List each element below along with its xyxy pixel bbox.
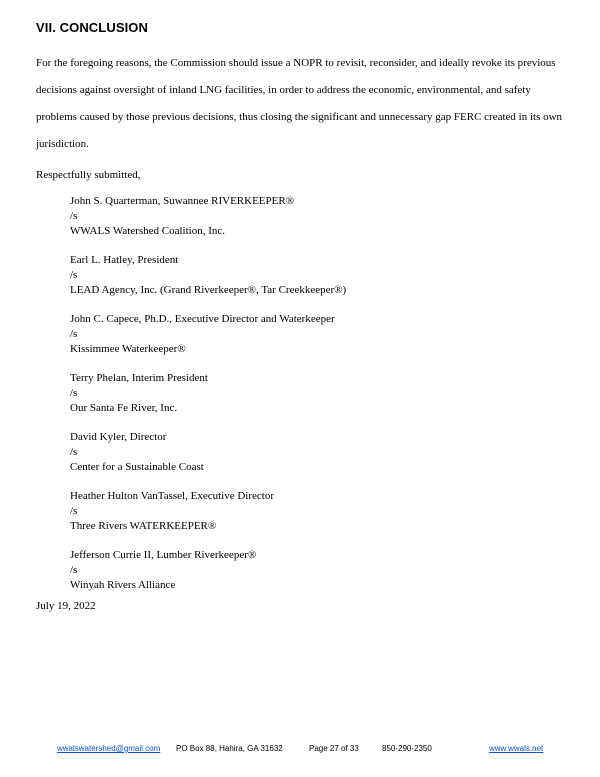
paragraph-line: For the foregoing reasons, the Commission should issue a NOPR to revisit, reconsider, and ideally revoke its previous xyxy=(36,57,556,69)
signatory-block xyxy=(70,253,346,298)
footer-page-number: Page 27 of 33 xyxy=(309,744,359,753)
page-footer xyxy=(0,744,600,758)
signatory-organization: LEAD Agency, Inc. (Grand Riverkeeper®, Tar Creekkeeper®) xyxy=(70,284,347,296)
signature-mark: /s xyxy=(70,328,78,340)
closing-line: Respectfully submitted, xyxy=(36,169,141,181)
signatory-block xyxy=(70,430,346,475)
signature-mark: /s xyxy=(70,387,78,399)
signatory-name: Heather Hulton VanTassel, Executive Director xyxy=(70,490,274,502)
signatory-name: John S. Quarterman, Suwannee RIVERKEEPER® xyxy=(70,195,295,207)
document-date: July 19, 2022 xyxy=(36,600,96,612)
signature-mark: /s xyxy=(70,269,78,281)
signatory-organization: Three Rivers WATERKEEPER® xyxy=(70,520,217,532)
conclusion-paragraph xyxy=(36,50,566,158)
section-heading: VII. CONCLUSION xyxy=(36,20,149,35)
footer-email-link[interactable]: wwalswatershed@gmail.com xyxy=(57,744,161,753)
signatory-organization: Our Santa Fe River, Inc. xyxy=(70,402,178,414)
signatory-organization: WWALS Watershed Coalition, Inc. xyxy=(70,225,226,237)
signature-mark: /s xyxy=(70,210,78,222)
signatory-name: John C. Capece, Ph.D., Executive Director and Waterkeeper xyxy=(70,313,335,325)
signature-mark: /s xyxy=(70,564,78,576)
signatory-block xyxy=(70,194,346,239)
signatory-organization: Center for a Sustainable Coast xyxy=(70,461,204,473)
footer-address: PO Box 88, Hahira, GA 31632 xyxy=(176,744,283,753)
signatory-name: Terry Phelan, Interim President xyxy=(70,372,208,384)
footer-phone: 850-290-2350 xyxy=(382,744,432,753)
signature-mark: /s xyxy=(70,505,78,517)
signatory-block xyxy=(70,312,346,357)
paragraph-line: jurisdiction. xyxy=(36,138,89,150)
signatory-list xyxy=(70,194,346,607)
signatory-block xyxy=(70,548,346,593)
signatory-name: Jefferson Currie II, Lumber Riverkeeper® xyxy=(70,549,257,561)
footer-website-link[interactable]: www.wwals.net xyxy=(489,744,544,753)
signatory-block xyxy=(70,371,346,416)
signatory-block xyxy=(70,489,346,534)
signature-mark: /s xyxy=(70,446,78,458)
paragraph-line: decisions against oversight of inland LNG facilities, in order to address the economic, environmental, and safety xyxy=(36,84,531,96)
paragraph-line: problems caused by those previous decisions, thus closing the significant and unnecessary gap FERC created in its own xyxy=(36,111,563,123)
signatory-organization: Winyah Rivers Alliance xyxy=(70,579,176,591)
signatory-name: David Kyler, Director xyxy=(70,431,167,443)
signatory-organization: Kissimmee Waterkeeper® xyxy=(70,343,186,355)
signatory-name: Earl L. Hatley, President xyxy=(70,254,179,266)
